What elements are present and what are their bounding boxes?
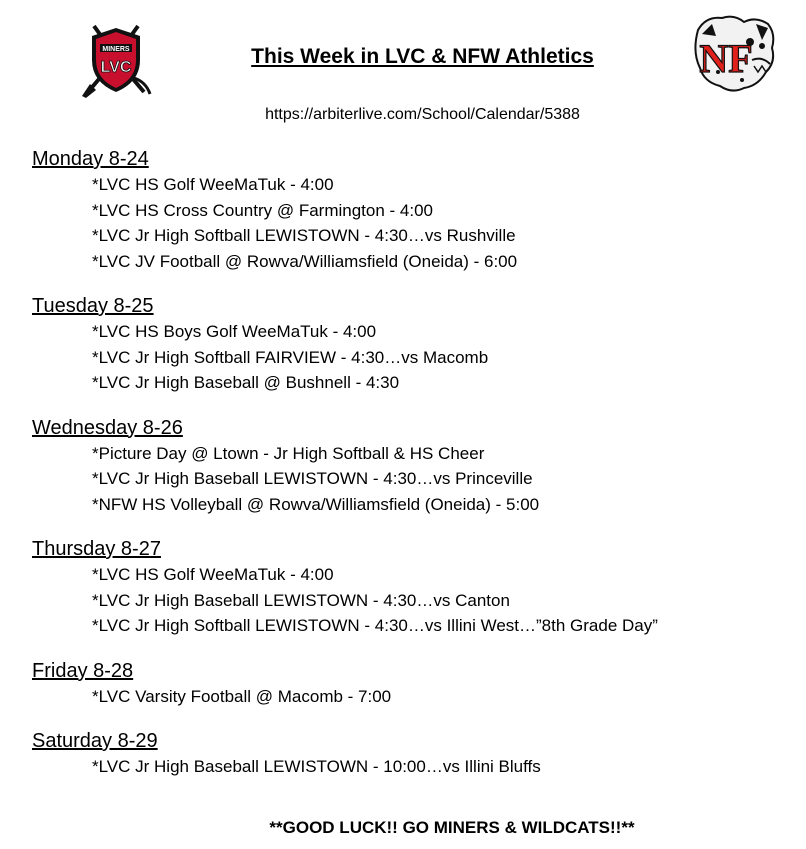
day-section	[32, 536, 792, 639]
event-item: *LVC HS Cross Country @ Farmington - 4:00	[92, 200, 434, 220]
nfw-wildcat-logo	[692, 12, 778, 96]
day-heading: Monday 8-24	[32, 148, 149, 170]
day-heading: Saturday 8-29	[32, 730, 158, 752]
event-item: *LVC Jr High Softball LEWISTOWN - 4:30…vs Illini West…”8th Grade Day”	[92, 616, 658, 635]
event-item: *LVC Jr High Softball FAIRVIEW - 4:30…vs Macomb	[92, 347, 489, 367]
day-heading: Thursday 8-27	[32, 538, 161, 560]
event-item: *LVC Varsity Football @ Macomb - 7:00	[92, 686, 392, 706]
event-item: *NFW HS Volleyball @ Rowva/Williamsfield (Oneida) - 5:00	[92, 494, 540, 514]
svg-text:NF: NF	[699, 36, 753, 81]
day-section	[32, 146, 792, 274]
weekly-schedule	[32, 146, 792, 799]
day-section	[32, 728, 792, 780]
svg-text:LVC: LVC	[100, 59, 132, 76]
event-item: *LVC HS Golf WeeMaTuk - 4:00	[92, 565, 334, 584]
wildcat-nf-logo-icon	[692, 12, 778, 96]
day-section	[32, 415, 792, 518]
page-title: This Week in LVC & NFW Athletics	[251, 45, 594, 68]
good-luck-footer: **GOOD LUCK!! GO MINERS & WILDCATS!!**	[269, 818, 635, 837]
event-item: *Picture Day @ Ltown - Jr High Softball & HS Cheer	[92, 443, 485, 463]
day-heading: Wednesday 8-26	[32, 416, 183, 439]
event-item: *LVC Jr High Baseball LEWISTOWN - 4:30…vs Canton	[92, 590, 510, 610]
day-section	[32, 293, 792, 396]
calendar-url: https://arbiterlive.com/School/Calendar/5388	[265, 106, 580, 123]
event-item: *LVC Jr High Softball LEWISTOWN - 4:30…vs Rushville	[92, 226, 516, 245]
day-section	[32, 658, 792, 710]
event-item: *LVC JV Football @ Rowva/Williamsfield (Oneida) - 6:00	[92, 251, 518, 271]
event-item: *LVC Jr High Baseball @ Bushnell - 4:30	[92, 373, 400, 392]
event-item: *LVC HS Golf WeeMaTuk - 4:00	[92, 175, 334, 194]
svg-text:MINERS: MINERS	[102, 46, 130, 53]
event-item: *LVC HS Boys Golf WeeMaTuk - 4:00	[92, 322, 377, 341]
day-heading: Friday 8-28	[32, 659, 134, 682]
day-heading: Tuesday 8-25	[32, 295, 154, 317]
event-item: *LVC Jr High Baseball LEWISTOWN - 10:00…vs Illini Bluffs	[92, 757, 541, 776]
event-item: *LVC Jr High Baseball LEWISTOWN - 4:30…vs Princeville	[92, 469, 533, 488]
